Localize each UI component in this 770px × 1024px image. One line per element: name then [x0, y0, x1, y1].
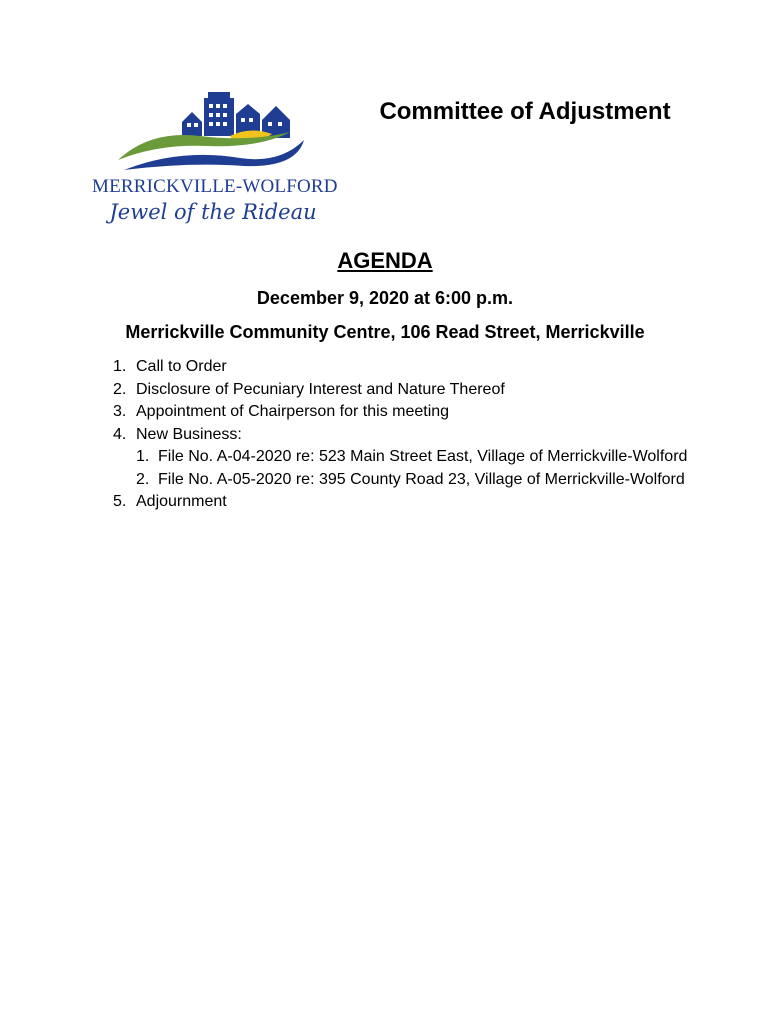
- subitem-number: 1.: [136, 448, 150, 465]
- agenda-item: [113, 379, 713, 402]
- agenda-item: [113, 424, 713, 492]
- agenda-sublist: [136, 446, 713, 491]
- item-text: New Business:: [136, 425, 242, 443]
- agenda-subitem: [136, 469, 713, 492]
- subitem-number: 2.: [136, 470, 150, 488]
- item-text: Disclosure of Pecuniary Interest and Nature Thereof: [136, 380, 505, 398]
- meeting-location: Merrickville Community Centre, 106 Read Street, Merrickville: [125, 322, 645, 342]
- item-text: Call to Order: [136, 358, 227, 375]
- logo-tagline: Jewel of the Rideau: [109, 200, 317, 224]
- page-title: Committee of Adjustment: [379, 98, 671, 125]
- agenda-list: [113, 356, 713, 514]
- agenda-subitem: [136, 446, 713, 469]
- item-number: 5.: [113, 493, 127, 510]
- agenda-item: [113, 401, 713, 424]
- agenda-item: [113, 491, 713, 514]
- village-buildings-emblem: [110, 92, 310, 176]
- agenda-heading: AGENDA: [337, 248, 433, 273]
- item-text: Adjournment: [136, 493, 227, 510]
- item-number: 2.: [113, 380, 127, 398]
- item-text: Appointment of Chairperson for this meeting: [136, 403, 450, 420]
- meeting-date: December 9, 2020 at 6:00 p.m.: [256, 288, 514, 308]
- item-number: 1.: [113, 358, 127, 375]
- item-number: 3.: [113, 403, 127, 420]
- subitem-text: File No. A-04-2020 re: 523 Main Street East, Village of Merrickville-Wolford: [158, 448, 688, 465]
- agenda-item: [113, 356, 713, 379]
- item-number: 4.: [113, 425, 127, 443]
- municipal-logo: [88, 92, 338, 240]
- logo-wordmark: MERRICKVILLE-WOLFORD: [92, 176, 338, 197]
- subitem-text: File No. A-05-2020 re: 395 County Road 23, Village of Merrickville-Wolford: [158, 470, 685, 488]
